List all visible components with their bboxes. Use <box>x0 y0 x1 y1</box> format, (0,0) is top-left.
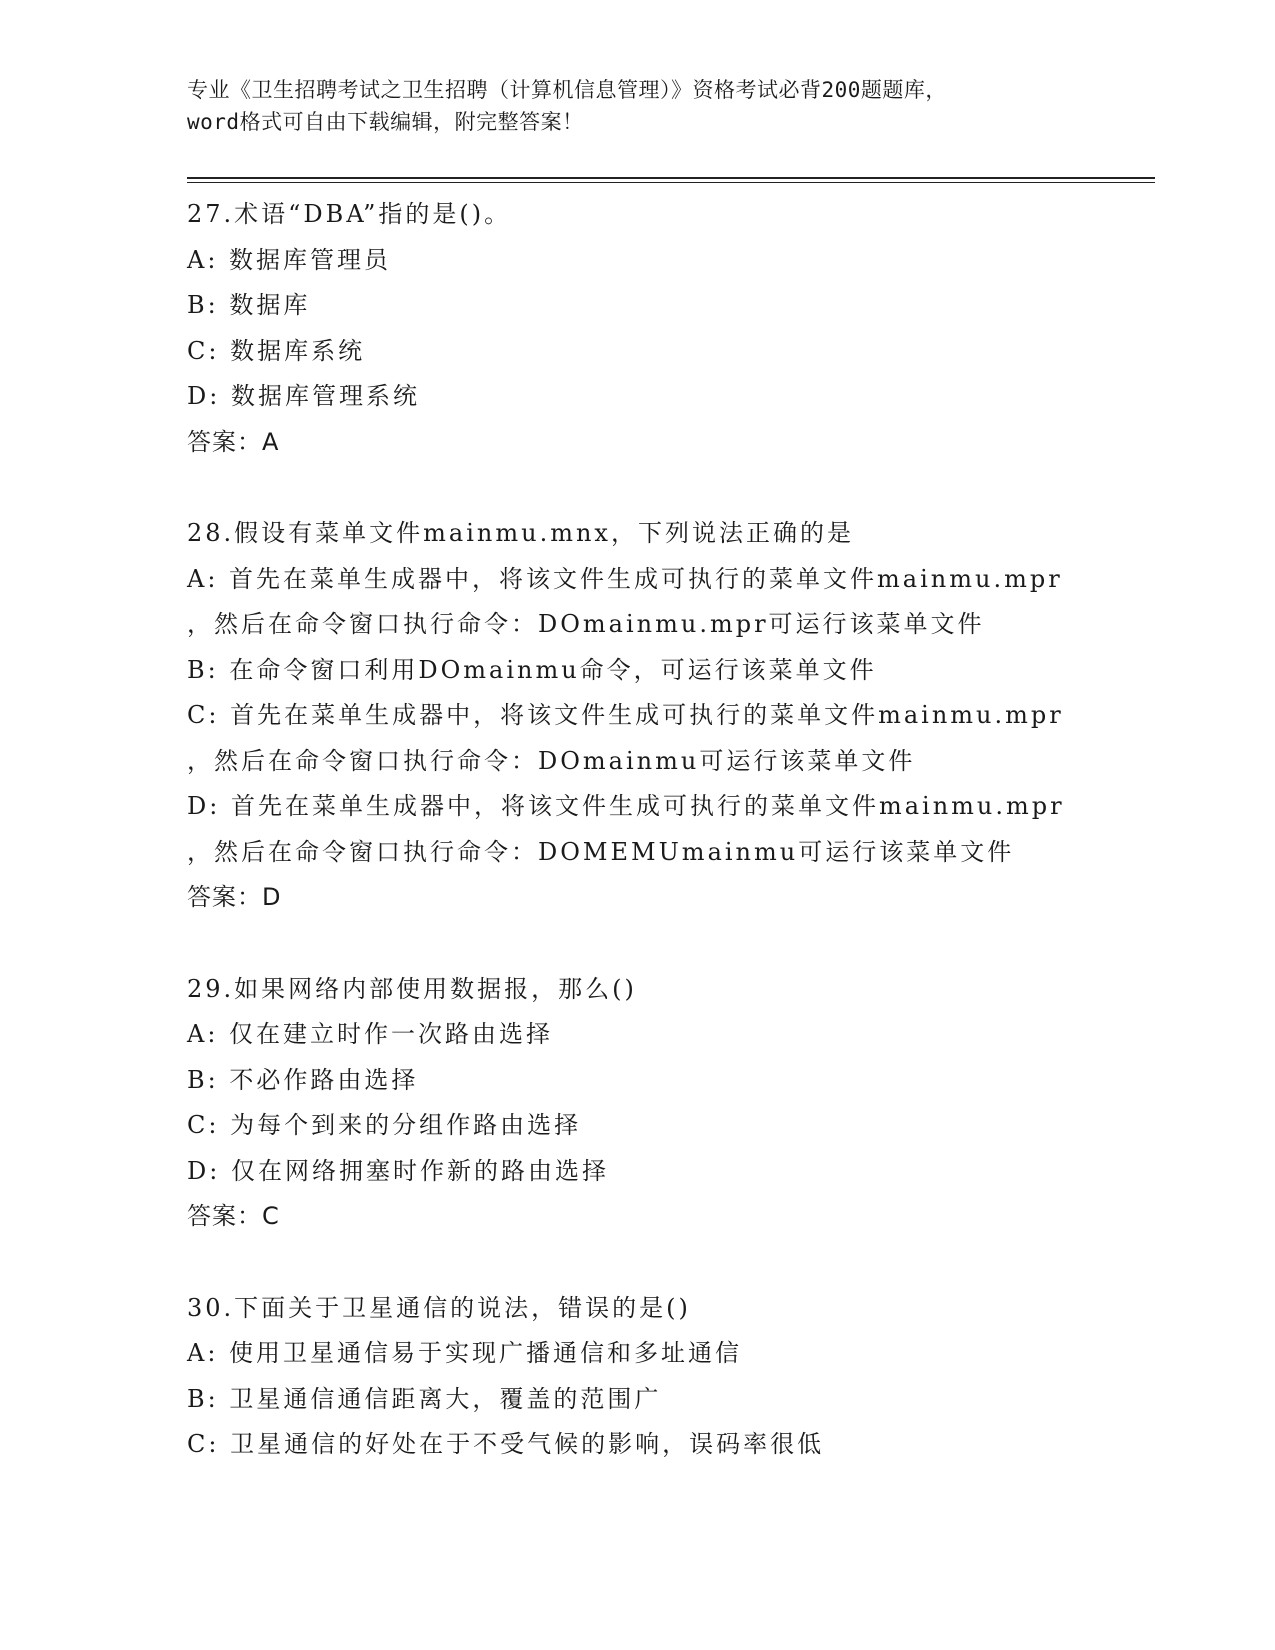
option-c-continued: ，然后在命令窗口执行命令：DOmainmu可运行该菜单文件 <box>187 746 916 775</box>
question-stem: 30.下面关于卫星通信的说法，错误的是() <box>187 1293 691 1322</box>
question-29 <box>187 967 1155 1240</box>
option-a: A: 数据库管理员 <box>187 245 392 274</box>
option-a: A: 使用卫星通信易于实现广播通信和多址通信 <box>187 1339 743 1367</box>
option-b: B: 在命令窗口利用DOmainmu命令，可运行该菜单文件 <box>187 655 877 684</box>
question-30 <box>187 1286 1155 1468</box>
option-d: D: 数据库管理系统 <box>187 382 420 410</box>
answer-line: 答案：C <box>187 1202 280 1230</box>
header-divider-thick <box>187 177 1155 179</box>
document-header <box>187 74 1087 138</box>
header-line-2: word格式可自由下载编辑，附完整答案！ <box>187 110 584 134</box>
option-c: C: 首先在菜单生成器中，将该文件生成可执行的菜单文件mainmu.mpr <box>187 701 1064 729</box>
option-a-continued: ，然后在命令窗口执行命令：DOmainmu.mpr可运行该菜单文件 <box>187 610 985 638</box>
option-b: B: 数据库 <box>187 291 311 319</box>
answer-line: 答案：A <box>187 427 280 456</box>
option-a: A: 仅在建立时作一次路由选择 <box>187 1020 554 1048</box>
option-b: B: 不必作路由选择 <box>187 1065 419 1094</box>
option-c: C: 卫星通信的好处在于不受气候的影响，误码率很低 <box>187 1430 825 1458</box>
question-stem: 27.术语“DBA”指的是()。 <box>187 200 512 228</box>
question-28 <box>187 511 1155 921</box>
question-stem: 29.如果网络内部使用数据报，那么() <box>187 974 637 1003</box>
option-c: C: 为每个到来的分组作路由选择 <box>187 1111 582 1139</box>
question-stem: 28.假设有菜单文件mainmu.mnx，下列说法正确的是 <box>187 519 854 547</box>
option-d: D: 首先在菜单生成器中，将该文件生成可执行的菜单文件mainmu.mpr <box>187 792 1065 820</box>
answer-line: 答案：D <box>187 883 282 911</box>
option-d-continued: ，然后在命令窗口执行命令：DOMEMUmainmu可运行该菜单文件 <box>187 837 1015 866</box>
header-line-1: 专业《卫生招聘考试之卫生招聘（计算机信息管理）》资格考试必背200题题库， <box>187 78 947 102</box>
option-a: A: 首先在菜单生成器中，将该文件生成可执行的菜单文件mainmu.mpr <box>187 564 1063 593</box>
option-d: D: 仅在网络拥塞时作新的路由选择 <box>187 1156 609 1185</box>
question-list <box>187 192 1155 1514</box>
header-divider-thin <box>187 182 1155 183</box>
option-b: B: 卫星通信通信距离大，覆盖的范围广 <box>187 1384 662 1413</box>
option-c: C: 数据库系统 <box>187 336 366 365</box>
question-27 <box>187 192 1155 465</box>
